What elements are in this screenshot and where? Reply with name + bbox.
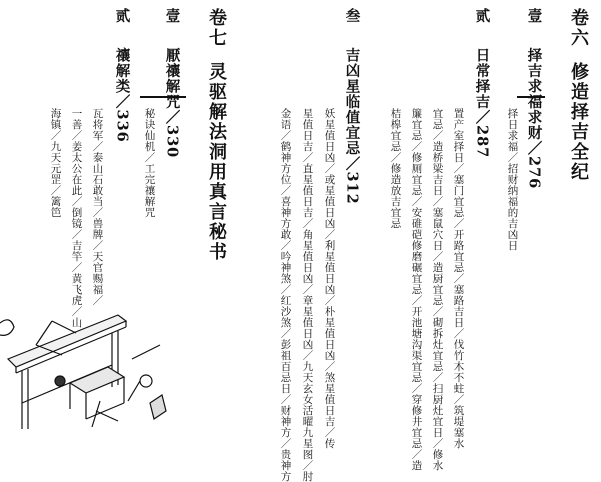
ch7-s2-line-1: 瓦将军／泰山石敢当／兽牌／天官赐福／ (91, 108, 104, 306)
ch6-s2-line-3: 簾宜忌／修厕宜忌／安碓硙修磨碾宜忌／开池塘沟渠宜忌／穿修井宜忌／造 (410, 108, 423, 471)
ch7-s1-description: 秘诀仙机／工完禳解咒 (143, 108, 156, 218)
ch6-s2-heading: 贰日常择吉／287 (473, 8, 491, 159)
ch6-s3-line-1: 妖星值日凶／或星值日凶／利星值日凶／朴星值日凶／煞星值日吉／传 (323, 108, 336, 449)
ch7-s2-heading: 贰禳解类／336 (113, 8, 131, 143)
ch6-s1-heading: 壹择吉求福求财／276 (525, 8, 543, 190)
chapter7-title: 卷七灵驱解法洞用真言秘书 (206, 8, 227, 262)
ch6-s2-line-2: 宜忌／造桥梁吉日／塞鼠穴日／造厨宜忌／砌拆灶宜忌／扫厨灶宜日／修水 (431, 108, 444, 471)
ch6-s2-line-4: 桔槔宜忌／修造放吉宜忌 (389, 108, 402, 229)
carpenter-workbench-illustration (0, 261, 170, 431)
ch7-s2-line-2: 一善／姜太公在此／倒镜／吉竿／黄飞虎／山 (70, 108, 83, 328)
chapter6-title: 卷六修造择吉全纪 (568, 8, 589, 182)
ch6-s3-line-2: 星值日吉／直星值日吉／角星值日凶／章星值日凶／九天玄女活曜九星图／肘 (301, 108, 314, 482)
ch7-s2-line-3: 海镇／九天元罡／篱笆 (49, 108, 62, 218)
ch7-s1-heading: 壹厭禳解咒／330 (163, 8, 181, 159)
ch6-s3-line-3: 金语／鹤神方位／喜神方敢／吟神煞／红沙煞／彭祖百忌日／财神方／贵神方 (279, 108, 292, 482)
ch6-s1-description: 择日求福／招财纳福的吉凶日 (506, 108, 519, 251)
ch6-s2-line-1: 置产室择日／塞门宜忌／开路宜忌／塞路吉日／伐竹木不蛀／筑堤塞水 (452, 108, 465, 449)
ch6-s3-heading: 叁吉凶星临值宜忌／312 (343, 8, 361, 205)
